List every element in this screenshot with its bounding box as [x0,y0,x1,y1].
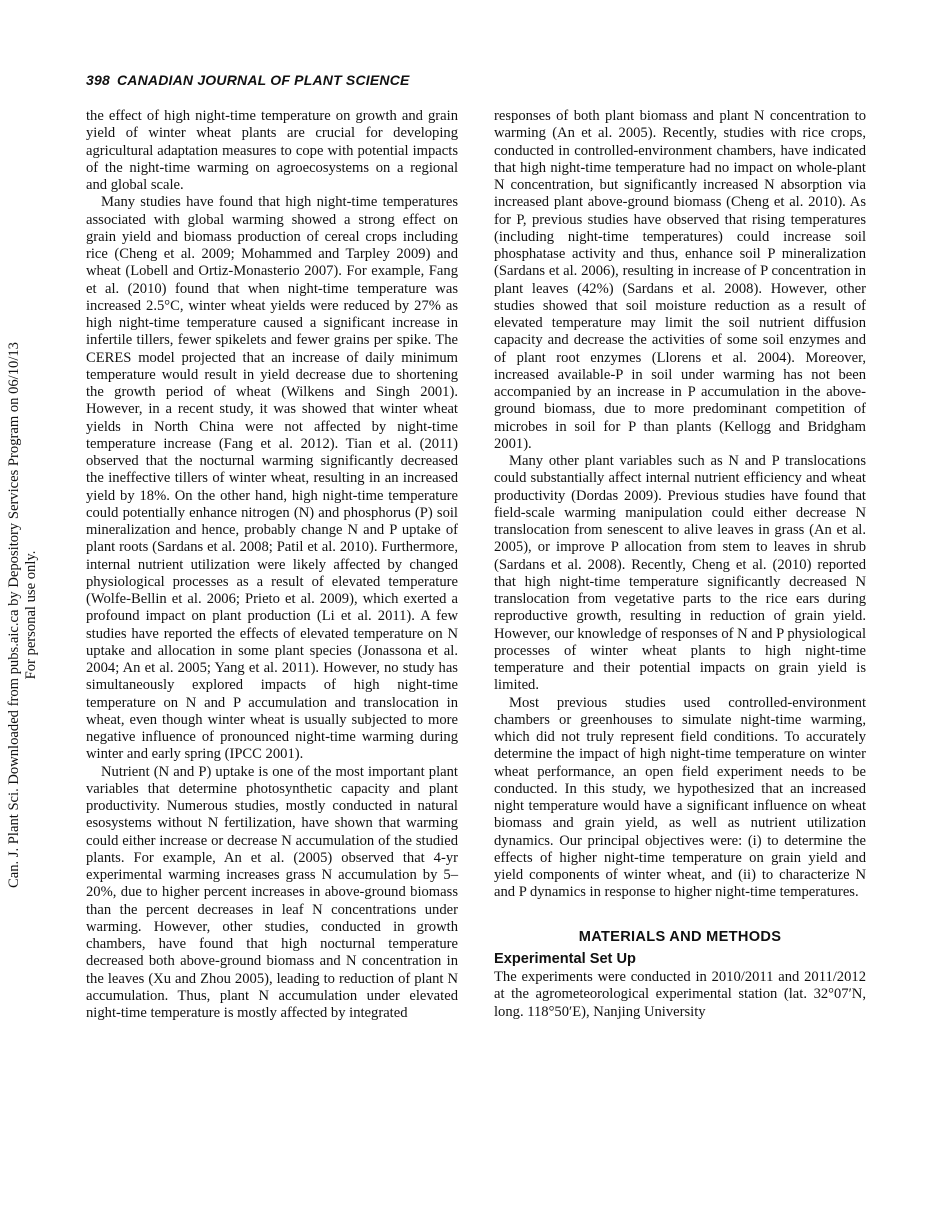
paragraph: responses of both plant biomass and plant N concentration to warming (An et al. 2005). Recently, studies with rice crops, conducted in controlled-environment chambers, have indicated that high night-time temperature had no impact on whole-plant N concentration, but significantly increased N absorption via increased plant above-ground biomass (Cheng et al. 2010). As for P, previous studies have observed that rising temperatures (including night-time temperatures) could increase soil phosphatase activity and thus, enhance soil P mineralization (Sardans et al. 2006), resulting in increase of P concentration in plant leaves (42%) (Sardans et al. 2008). However, other studies showed that soil moisture reduction as a result of elevated temperature may limit the soil nutrient diffusion capacity and decrease the activities of some soil enzymes and of plant root enzymes (Llorens et al. 2004). Moreover, increased available-P in soil under warming has not been accompanied by an increase in P accumulation in the above-ground biomass, due to more predominant competition of microbes in soil for P than plants (Kellogg and Bridgham 2001). [494,108,866,452]
paragraph: the effect of high night-time temperature on growth and grain yield of winter wheat plants are crucial for developing agricultural adaptation measures to cope with potential impacts of the night-time warming on agroecosystems on a regional and global scale. [86,108,458,193]
section-heading: MATERIALS AND METHODS [578,928,782,945]
paragraph: Many other plant variables such as N and P translocations could substantially affect internal nutrient efficiency and wheat productivity (Dordas 2009). Previous studies have found that field-scale warming manipulation could either decrease N translocation from senescent to alive leaves in grass (An et al. 2005), or improve P allocation from stem to leaves in shrub (Sardans et al. 2008). Recently, Cheng et al. (2010) reported that high night-time temperature significantly decreased N translocation from vegetative parts to the rice ears during reproductive growth, resulting in reduction of grain yield. However, our knowledge of responses of N and P physiological processes of winter wheat plants to high night-time temperature and their potential impacts on grain yield is limited. [494,453,866,694]
paragraph: The experiments were conducted in 2010/2011 and 2011/2012 at the agrometeorological experimental station (lat. 32°07′N, long. 118°50′E), Nanjing University [494,969,866,1020]
journal-title: CANADIAN JOURNAL OF PLANT SCIENCE [116,72,410,88]
download-notice [6,295,40,935]
right-column [494,108,866,1021]
paragraph: Many studies have found that high night-time temperatures associated with global warming showed a strong effect on grain yield and biomass production of cereal crops including rice (Cheng et al. 2009; Mohammed and Tarpley 2009) and wheat (Lobell and Ortiz-Monasterio 2007). For example, Fang et al. (2010) found that when night-time temperature was increased 2.5°C, winter wheat yields were reduced by 27% as high night-time temperature caused a significant increase in infertile tillers, fewer spikelets and fewer grains per spike. The CERES model projected that an increase of daily minimum temperature would result in yield decrease due to shortening the growth period of wheat (Wilkens and Singh 2001). However, in a recent study, it was showed that winter wheat yields in North China were not affected by night-time temperature increase (Fang et al. 2012). Tian et al. (2011) observed that the nocturnal warming significantly decreased the ineffective tillers of winter wheat, resulting in an increased yield by 18%. On the other hand, high night-time temperature could potentially enhance nitrogen (N) and phosphorus (P) soil mineralization and hence, probably change N and P uptake of plant roots (Sardans et al. 2008; Patil et al. 2010). Furthermore, internal nutrient utilization were likely affected by changed physiological processes as a result of elevated temperature (Wolfe-Bellin et al. 2006; Prieto et al. 2009), which exerted a profound impact on plant production (Li et al. 2011). A few studies have reported the effects of elevated temperature on N uptake and allocation in some plant species (Jonassona et al. 2004; An et al. 2005; Yang et al. 2011). However, no study has simultaneously explored impacts of high night-time temperature on N and P accumulation and translocation in wheat, even though winter wheat is usually subjected to more negative influence of pronounced night-time warming during winter and early spring (IPCC 2001). [86,194,458,763]
download-notice-line-1: Can. J. Plant Sci. Downloaded from pubs.aic.ca by Depository Services Program on 06/10/13 [6,342,22,888]
page-number: 398 [86,72,110,88]
paragraph: Nutrient (N and P) uptake is one of the most important plant variables that determine photosynthetic capacity and plant productivity. Numerous studies, mostly conducted in natural esosystems without N fertilization, have shown that warming could either increase or decrease N accumulation of the studied plants. For example, An et al. (2005) observed that 4-yr experimental warming increases grass N accumulation by 5–20%, due to higher percent increases in above-ground biomass than the percent decreases in leaf N concentrations under warming. However, other studies, conducted in growth chambers, have found that high nocturnal temperature decreased both above-ground biomass and N concentration in the leaves (Xu and Zhou 2005), leading to reduction of plant N accumulation. Thus, plant N accumulation under elevated night-time temperature is mostly affected by integrated [86,763,458,1021]
running-header [86,72,410,88]
paragraph: Most previous studies used controlled-environment chambers or greenhouses to simulate night-time warming, which did not truly represent field conditions. To accurately determine the impact of high night-time temperature on winter wheat performance, an open field experiment needs to be conducted. In this study, we hypothesized that an increased night temperature would have a significant influence on wheat biomass and grain yield, as well as nutrient utilization dynamics. Our principal objectives were: (i) to determine the effects of higher night-time temperature on grain yield and yield components of winter wheat, and (ii) to characterize N and P dynamics in response to higher night-time temperatures. [494,694,866,901]
download-notice-line-2: For personal use only. [23,550,39,680]
left-column [86,108,458,1022]
subsection-heading: Experimental Set Up [494,950,636,967]
